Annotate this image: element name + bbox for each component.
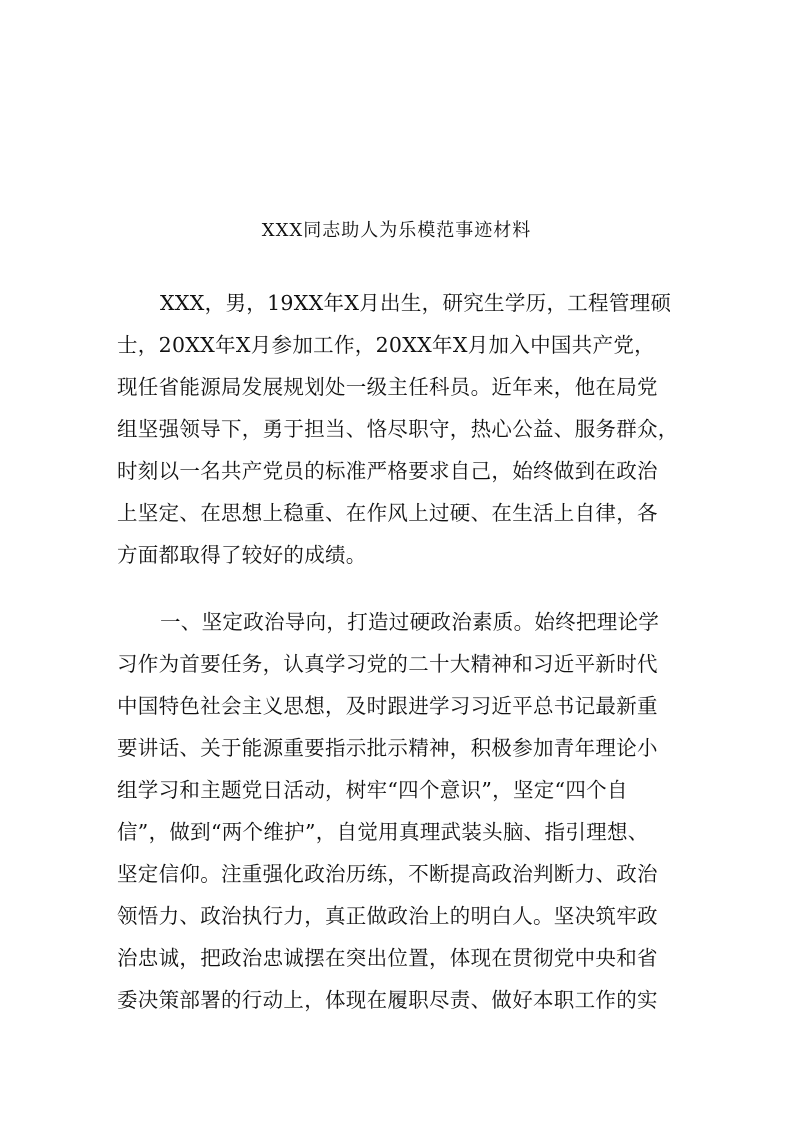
text-line: 组学习和主题党日活动，树牢“四个意识”，坚定“四个自 (117, 778, 628, 802)
text-line: 习作为首要任务，认真学习党的二十大精神和习近平新时代 (117, 652, 658, 676)
text-line: 坚定信仰。注重强化政治历练，不断提高政治判断力、政治 (117, 862, 658, 886)
text-line: 士，20XX年X月参加工作，20XX年X月加入中国共产党， (117, 333, 655, 357)
text-line: 组坚强领导下，勇于担当、恪尽职守，热心公益、服务群众， (117, 417, 679, 441)
text-line: 委决策部署的行动上，体现在履职尽责、做好本职工作的实 (117, 988, 658, 1012)
paragraph-section-one (117, 601, 677, 1021)
paragraph-intro (117, 282, 677, 576)
text-line: 现任省能源局发展规划处一级主任科员。近年来，他在局党 (117, 375, 658, 399)
text-line: 中国特色社会主义思想，及时跟进学习习近平总书记最新重 (117, 694, 658, 718)
text-line: 方面都取得了较好的成绩。 (117, 543, 367, 567)
text-line: 治忠诚，把政治忠诚摆在突出位置，体现在贯彻党中央和省 (117, 946, 658, 970)
text-line: 要讲话、关于能源重要指示批示精神，积极参加青年理论小 (117, 736, 658, 760)
text-line: 上坚定、在思想上稳重、在作风上过硬、在生活上自律，各 (117, 501, 658, 525)
text-line: 信”，做到“两个维护”，自觉用真理武装头脑、指引理想、 (117, 820, 649, 844)
text-line: 领悟力、政治执行力，真正做政治上的明白人。坚决筑牢政 (117, 904, 658, 928)
document-title: XXX同志助人为乐模范事迹材料 (261, 220, 532, 241)
text-line: XXX，男，19XX年X月出生，研究生学历，工程管理硕 (160, 291, 672, 315)
text-line: 时刻以一名共产党员的标准严格要求自己，始终做到在政治 (117, 459, 658, 483)
text-line: 一、坚定政治导向，打造过硬政治素质。始终把理论学 (160, 610, 660, 634)
